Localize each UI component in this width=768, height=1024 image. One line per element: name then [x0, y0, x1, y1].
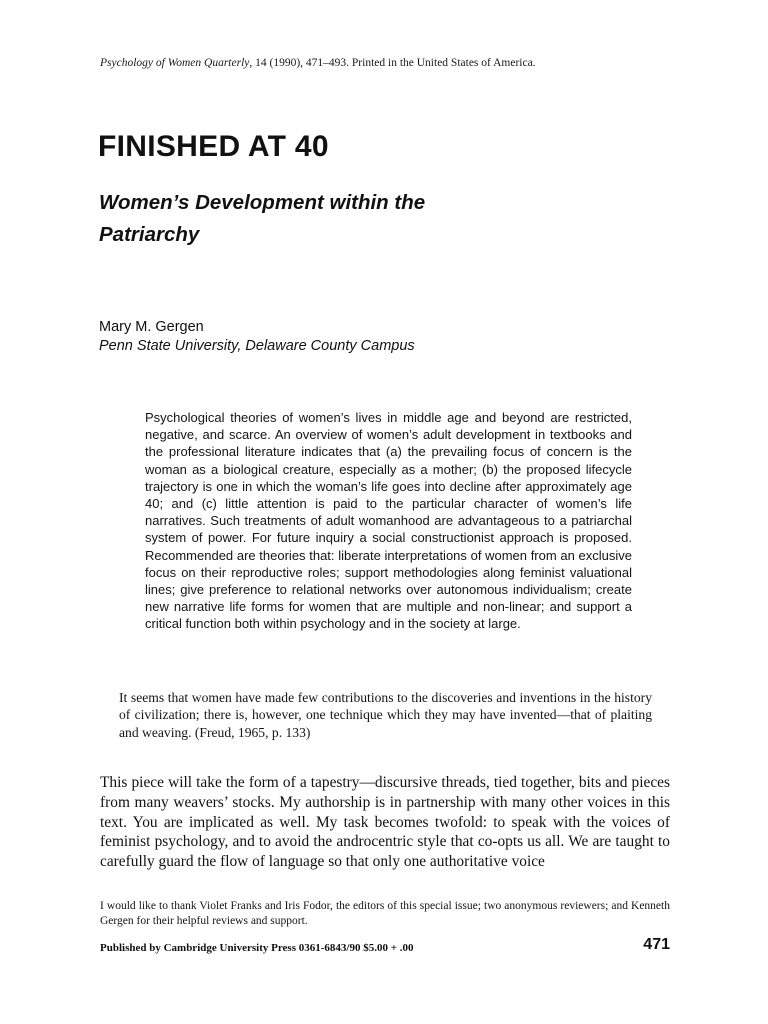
running-head [100, 57, 700, 69]
epigraph-quote: It seems that women have made few contributions to the discoveries and inventions in the history of civilization; there is, however, one technique which they may have invented—that of plaiting and weaving. (Freud, 1965, p. 133) [119, 690, 652, 740]
journal-name: Psychology of Women Quarterly [100, 57, 250, 69]
author-name: Mary M. Gergen [99, 319, 204, 335]
journal-citation: , 14 (1990), 471–493. Printed in the United States of America. [249, 57, 536, 69]
body-paragraph: This piece will take the form of a tapestry—discursive threads, tied together, bits and pieces from many weavers’ stocks. My authorship is in partnership with many other voices in this text. You are implicated as well. My task becomes twofold: to speak with the voices of feminist psychology, and to avoid the androcentric style that co-opts us all. We are taught to carefully guard the flow of language so that only one authoritative voice [100, 774, 670, 871]
acknowledgment-footnote: I would like to thank Violet Franks and Iris Fodor, the editors of this special issue; two anonymous reviewers; and Kenneth Gergen for their helpful reviews and support. [100, 900, 670, 927]
author-affiliation: Penn State University, Delaware County Campus [99, 338, 415, 354]
article-title: FINISHED AT 40 [98, 130, 329, 163]
publisher-line: Published by Cambridge University Press 0361-6843/90 $5.00 + .00 [100, 942, 414, 954]
abstract: Psychological theories of women’s lives in middle age and beyond are restricted, negative, and scarce. An overview of women’s adult development in textbooks and the professional literature indicates that (a) the prevailing focus of concern is the woman as a biological creature, especially as a mother; (b) the proposed lifecycle trajectory is one in which the woman’s life goes into decline after approximately age 40; and (c) little attention is paid to the particular character of women’s life narratives. Such treatments of adult womanhood are advantageous to a patriarchal system of power. For future inquiry a social constructionist approach is proposed. Recommended are theories that: liberate interpretations of women from an exclusive focus on their reproductive roles; support methodologies along feminist valuational lines; give preference to relational networks over autonomous individualism; create new narrative life forms for women that are multiple and non-linear; and support a critical function both within psychology and in the society at large. [145, 410, 632, 632]
article-subtitle: Women’s Development within the Patriarchy [99, 191, 426, 246]
page-number: 471 [643, 936, 670, 953]
